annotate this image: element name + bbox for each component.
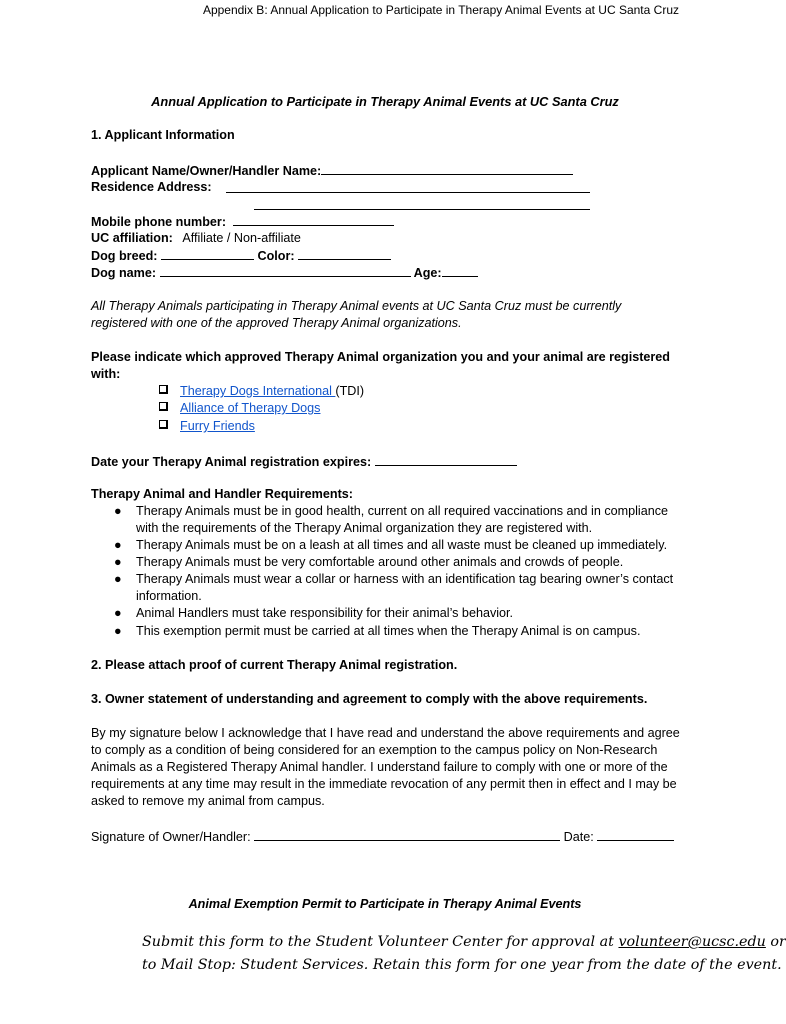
requirement-item: This exemption permit must be carried at all times when the Therapy Animal is on campus. — [136, 624, 641, 638]
org-option-furry-friends[interactable] — [159, 419, 255, 433]
affiliation-options[interactable]: Affiliate / Non-affiliate — [182, 231, 301, 245]
bullet-icon: ● — [114, 555, 122, 569]
requirement-item: Therapy Animals must be on a leash at all times and all waste must be cleaned up immediately. — [136, 538, 668, 552]
age-label: Age: — [413, 266, 442, 280]
address-field-2[interactable] — [254, 198, 590, 213]
color-field[interactable] — [298, 248, 391, 260]
email-link[interactable]: volunteer@ucsc.edu — [618, 934, 766, 950]
alliance-link[interactable]: Alliance of Therapy Dogs — [180, 401, 321, 415]
furry-friends-link[interactable]: Furry Friends — [180, 419, 255, 433]
section-2-heading: 2. Please attach proof of current Therapy Animal registration. — [91, 658, 458, 672]
breed-label: Dog breed: — [91, 249, 158, 263]
phone-label: Mobile phone number: — [91, 215, 227, 229]
phone-row — [91, 214, 394, 229]
bullet-icon: ● — [114, 624, 122, 638]
bullet-icon: ● — [114, 572, 122, 586]
checkbox-icon[interactable] — [159, 385, 168, 394]
age-field[interactable] — [442, 265, 478, 277]
ack-line: Animals as a Registered Therapy Animal handler. I understand failure to comply with one or more of the — [91, 760, 668, 774]
applicant-name-row — [91, 163, 573, 178]
expires-label: Date your Therapy Animal registration expires: — [91, 455, 372, 469]
ack-line: requirements at any time may result in the immediate revocation of any permit then in effect and I may be — [91, 777, 677, 791]
affiliation-label: UC affiliation: — [91, 231, 173, 245]
section-3-heading: 3. Owner statement of understanding and agreement to comply with the above requirements. — [91, 692, 648, 706]
phone-field[interactable] — [233, 214, 394, 226]
date-field[interactable] — [597, 829, 674, 841]
requirement-item-continued: with the requirements of the Therapy Animal organization they are registered with. — [136, 521, 593, 535]
dogname-label: Dog name: — [91, 266, 157, 280]
form-title: Annual Application to Participate in Therapy Animal Events at UC Santa Cruz — [151, 94, 619, 109]
affiliation-row — [91, 231, 301, 245]
breed-field[interactable] — [161, 248, 254, 260]
requirement-item: Therapy Animals must wear a collar or harness with an identification tag bearing owner’s contact — [136, 572, 674, 586]
expires-row — [91, 454, 517, 469]
address-label: Residence Address: — [91, 180, 212, 194]
org-prompt-line-1: Please indicate which approved Therapy Animal organization you and your animal are registered — [91, 350, 671, 364]
signature-label: Signature of Owner/Handler: — [91, 830, 251, 844]
org-prompt-line-2: with: — [91, 367, 121, 381]
signature-field[interactable] — [254, 829, 560, 841]
signature-row — [91, 829, 674, 844]
tdi-link[interactable]: Therapy Dogs International — [180, 384, 336, 398]
notice-line-2: registered with one of the approved Therapy Animal organizations. — [91, 316, 462, 330]
page-header: Appendix B: Annual Application to Participate in Therapy Animal Events at UC Santa Cruz — [202, 3, 679, 17]
ack-line: By my signature below I acknowledge that I have read and understand the above requirements and agree — [91, 726, 680, 740]
permit-title: Animal Exemption Permit to Participate in Therapy Animal Events — [188, 897, 582, 911]
requirements-heading: Therapy Animal and Handler Requirements: — [91, 487, 353, 501]
color-label: Color: — [257, 249, 295, 263]
dogname-row — [91, 265, 478, 280]
bullet-icon: ● — [114, 606, 122, 620]
section-1-heading: 1. Applicant Information — [91, 128, 235, 142]
applicant-name-field[interactable] — [321, 163, 573, 175]
address-field-1[interactable] — [226, 181, 590, 196]
org-option-alliance[interactable] — [159, 401, 320, 415]
footer-text: Submit this form to the Student Volunteer Center for approval at — [142, 934, 619, 950]
dogname-field[interactable] — [160, 265, 411, 277]
requirement-item: Animal Handlers must take responsibility for their animal’s behavior. — [136, 606, 514, 620]
ack-line: to comply as a condition of being considered for an exemption to the campus policy on Non-Research — [91, 743, 658, 757]
checkbox-icon[interactable] — [159, 420, 168, 429]
date-label: Date: — [563, 830, 594, 844]
bullet-icon: ● — [114, 538, 122, 552]
applicant-name-label: Applicant Name/Owner/Handler Name: — [91, 164, 322, 178]
requirement-item: Therapy Animals must be very comfortable around other animals and crowds of people. — [136, 555, 624, 569]
ack-line: asked to remove my animal from campus. — [91, 794, 325, 808]
tdi-suffix: (TDI) — [335, 384, 365, 398]
org-option-tdi[interactable] — [159, 384, 364, 398]
bullet-icon: ● — [114, 504, 122, 518]
notice-line-1: All Therapy Animals participating in Therapy Animal events at UC Santa Cruz must be currently — [91, 299, 622, 313]
footer-line-1 — [142, 934, 786, 950]
expires-field[interactable] — [375, 454, 517, 466]
footer-line-2: to Mail Stop: Student Services. Retain this form for one year from the date of the event. — [142, 957, 782, 973]
checkbox-icon[interactable] — [159, 402, 168, 411]
breed-row — [91, 248, 391, 263]
footer-text-end: or — [765, 934, 786, 950]
requirement-item-continued: information. — [136, 589, 202, 603]
requirement-item: Therapy Animals must be in good health, current on all required vaccinations and in compliance — [136, 504, 669, 518]
